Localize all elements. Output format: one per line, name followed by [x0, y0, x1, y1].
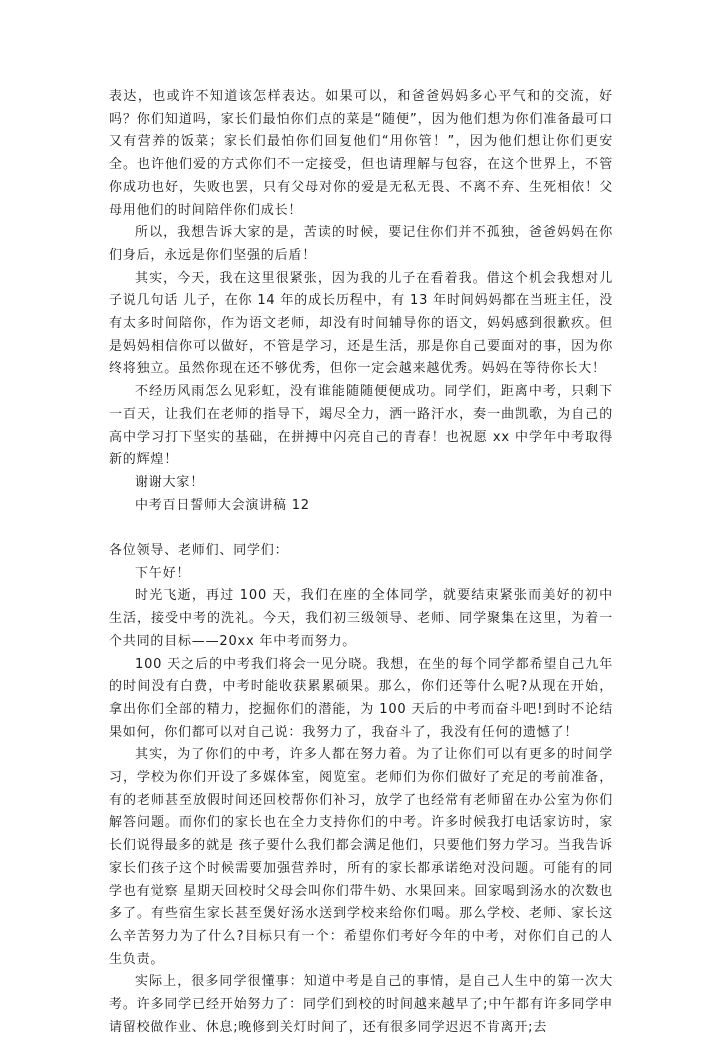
- paragraph: 表达，也或许不知道该怎样表达。如果可以，和爸爸妈妈多心平气和的交流，好吗？你们知道吗，家长们最怕你们点的菜是“随便”，因为他们想为你们准备最可口又有营养的饭菜；家长们最怕你们回复他们“用你管！”，因为他们想让你们更安全。也许他们爱的方式你们不一定接受，但也请理解与包容，在这个世界上，不管你成功也好，失败也罢，只有父母对你的爱是无私无畏、不离不弃、生死相依！父母用他们的时间陪伴你们成长！: [109, 89, 613, 218]
- paragraph: 所以，我想告诉大家的是，苦读的时候，要记住你们并不孤独，爸爸妈妈在你们身后，永远是你们坚强的后盾！: [109, 225, 613, 263]
- paragraph: 其实，今天，我在这里很紧张，因为我的儿子在看着我。借这个机会我想对儿子说几句话 儿子，在你 14 年的成长历程中，有 13 年时间妈妈都在当班主任，没有太多时间陪你，作为语文老师，却没有时间辅导你的语文，妈妈感到很歉疚。但是妈妈相信你可以做好，不管是学习，还是生活，那是你自己要面对的事，因为你终将独立。虽然你现在还不够优秀，但你一定会越来越优秀。妈妈在等待你长大！: [109, 270, 613, 377]
- section-title: 中考百日誓师大会演讲稿 12: [135, 497, 310, 513]
- paragraph: 时光飞逝，再过 100 天，我们在座的全体同学，就要结束紧张而美好的初中生活，接受中考的洗礼。今天，我们初三级领导、老师、同学聚集在这里，为着一个共同的目标——20xx 年中考而努力。: [109, 588, 613, 649]
- document-page: [109, 86, 613, 1040]
- paragraph: 其实，为了你们的中考，许多人都在努力着。为了让你们可以有更多的时间学习，学校为你们开设了多媒体室，阅览室。老师们为你们做好了充足的考前准备，有的老师甚至放假时间还回校帮你们补习，放学了也经常有老师留在办公室为你们解答问题。而你们的家长也在全力支持你们的中考。许多时候我打电话家访时，家长们说得最多的就是 孩子要什么我们都会满足他们，只要他们努力学习。当我告诉家长们孩子这个时候需要加强营养时，所有的家长都承诺绝对没问题。可能有的同学也有觉察 星期天回校时父母会叫你们带牛奶、水果回来。回家喝到汤水的次数也多了。有些宿生家长甚至煲好汤水送到学校来给你们喝。那么学校、老师、家长这么辛苦努力为了什么?目标只有一个：希望你们考好今年的中考，对你们自己的人生负责。: [109, 747, 613, 967]
- closing-line: 谢谢大家！: [135, 474, 205, 490]
- blank-line: [109, 517, 613, 540]
- salutation: 各位领导、老师们、同学们：: [109, 543, 289, 559]
- paragraph: 不经历风雨怎么见彩虹，没有谁能随随便便成功。同学们，距离中考，只剩下一百天，让我们在老师的指导下，竭尽全力，洒一路汗水，奏一曲凯歌，为自己的高中学习打下坚实的基础，在拼搏中闪亮自己的青春！也祝愿 xx 中学年中考取得新的辉煌！: [109, 384, 613, 468]
- paragraph: 实际上，很多同学很懂事：知道中考是自己的事情，是自己人生中的第一次大考。许多同学已经开始努力了：同学们到校的时间越来越早了;中午都有许多同学申请留校做作业、休息;晚修到关灯时间了，还有很多同学迟迟不肯离开;去: [109, 974, 613, 1035]
- greeting: 下午好！: [135, 565, 191, 581]
- paragraph: 100 天之后的中考我们将会一见分晓。我想，在坐的每个同学都希望自己九年的时间没有白费，中考时能收获累累硕果。那么，你们还等什么呢?从现在开始，拿出你们全部的精力，挖掘你们的潜能，为 100 天后的中考而奋斗吧!到时不论结果如何，你们都可以对自己说：我努力了，我奋斗了，我没有任何的遗憾了！: [109, 656, 613, 740]
